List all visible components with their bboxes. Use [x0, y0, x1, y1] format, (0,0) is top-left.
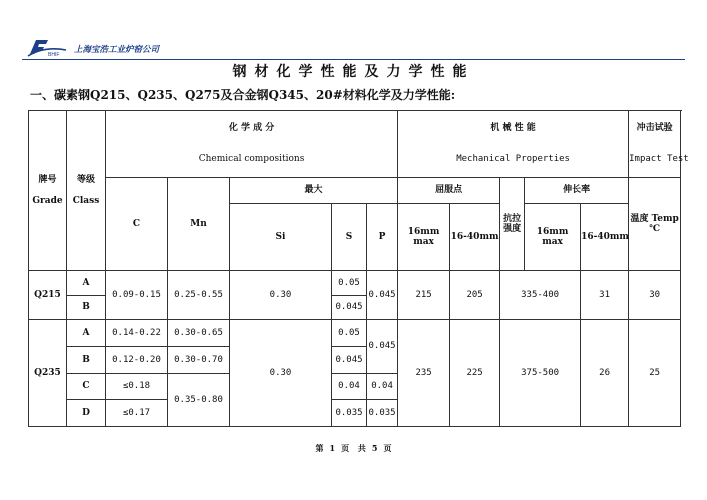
- grade-header-zh: 牌号: [38, 174, 57, 185]
- si-cell: 0.30: [230, 320, 332, 427]
- s-cell: 0.045: [332, 346, 367, 373]
- mn-header: Mn: [168, 177, 230, 270]
- grade-q235: Q235: [29, 320, 67, 427]
- class-cell: C: [67, 373, 106, 400]
- c-cell: 0.14-0.22: [106, 320, 168, 347]
- p-cell: 0.045: [367, 320, 398, 373]
- elong-16-cell: 26: [581, 320, 629, 427]
- si-header: Si: [230, 204, 332, 271]
- impact-header-en: Impact Test: [629, 154, 689, 165]
- mn-cell: 0.30-0.70: [168, 346, 230, 373]
- mn-cell: 0.35-0.80: [168, 373, 230, 426]
- class-header-zh: 等级: [76, 174, 95, 185]
- chem-header-en: Chemical compositions: [198, 154, 305, 165]
- p-cell: 0.04: [367, 373, 398, 400]
- chem-header-zh: 化 学 成 分: [228, 123, 275, 134]
- yield-1640-cell: 225: [450, 320, 500, 427]
- max-header: 最大: [230, 177, 398, 204]
- elong-1640-header: 16-40mm: [581, 204, 629, 271]
- yield-16-header: 16mm max: [398, 204, 450, 271]
- c-cell: ≤0.18: [106, 373, 168, 400]
- p-cell: 0.035: [367, 400, 398, 427]
- yield-1640-cell: 205: [450, 271, 500, 320]
- grade-q215: Q215: [29, 271, 67, 320]
- class-cell: A: [67, 320, 106, 347]
- c-header: C: [106, 177, 168, 270]
- p-cell: 0.045: [367, 271, 398, 320]
- elong-16-header: 16mm max: [525, 204, 581, 271]
- mech-header: [398, 111, 629, 178]
- page-title: 钢材化学性能及力学性能: [232, 64, 475, 80]
- elong-1640-cell: 25: [629, 320, 681, 427]
- footer-total-label: 共: [357, 443, 366, 453]
- chem-header: [106, 111, 398, 178]
- elong-16-cell: 31: [581, 271, 629, 320]
- c-cell: ≤0.17: [106, 400, 168, 427]
- s-cell: 0.05: [332, 271, 367, 296]
- p-header: P: [367, 204, 398, 271]
- impact-header-zh: 冲击试验: [636, 123, 673, 134]
- grade-header: [29, 111, 67, 271]
- section-subtitle: 一、碳素钢Q215、Q235、Q275及合金钢Q345、20#材料化学及力学性能:: [30, 88, 456, 102]
- s-cell: 0.04: [332, 373, 367, 400]
- class-cell: B: [67, 346, 106, 373]
- tensile-cell: 335-400: [500, 271, 581, 320]
- mn-cell: 0.30-0.65: [168, 320, 230, 347]
- page-header: [22, 38, 685, 58]
- class-header: [67, 111, 106, 271]
- mech-header-zh: 机 械 性 能: [490, 123, 536, 134]
- class-header-en: Class: [72, 195, 100, 206]
- c-cell: 0.12-0.20: [106, 346, 168, 373]
- mn-cell: 0.25-0.55: [168, 271, 230, 320]
- svg-text:BHIF: BHIF: [48, 52, 60, 58]
- yield-16-cell: 215: [398, 271, 450, 320]
- header-rule: [22, 59, 685, 60]
- tensile-header: 抗拉强度: [500, 177, 525, 270]
- si-cell: 0.30: [230, 271, 332, 320]
- footer-page-label: 第: [315, 443, 324, 453]
- page-footer: [0, 443, 707, 454]
- c-cell: 0.09-0.15: [106, 271, 168, 320]
- s-header: S: [332, 204, 367, 271]
- class-cell: D: [67, 400, 106, 427]
- s-cell: 0.05: [332, 320, 367, 347]
- s-cell: 0.045: [332, 295, 367, 320]
- footer-page-num: 1: [329, 443, 336, 453]
- company-name: 上海宝浩工业炉窑公司: [74, 45, 160, 55]
- elongation-header: 伸长率: [525, 177, 629, 204]
- footer-page-unit: 页: [341, 443, 350, 453]
- impact-header: [629, 111, 689, 178]
- mech-header-en: Mechanical Properties: [456, 154, 570, 165]
- grade-header-en: Grade: [32, 195, 63, 206]
- tensile-cell: 375-500: [500, 320, 581, 427]
- class-cell: B: [67, 295, 106, 320]
- yield-1640-header: 16-40mm: [450, 204, 500, 271]
- steel-property-table: [28, 110, 689, 427]
- class-cell: A: [67, 271, 106, 296]
- yield-16-cell: 235: [398, 320, 450, 427]
- footer-total-num: 5: [371, 443, 378, 453]
- yield-header: 屈服点: [398, 177, 500, 204]
- elong-1640-cell: 30: [629, 271, 681, 320]
- temp-header: 温度 Temp ℃: [629, 177, 681, 270]
- company-logo-icon: [26, 36, 70, 58]
- s-cell: 0.035: [332, 400, 367, 427]
- footer-total-unit: 页: [383, 443, 392, 453]
